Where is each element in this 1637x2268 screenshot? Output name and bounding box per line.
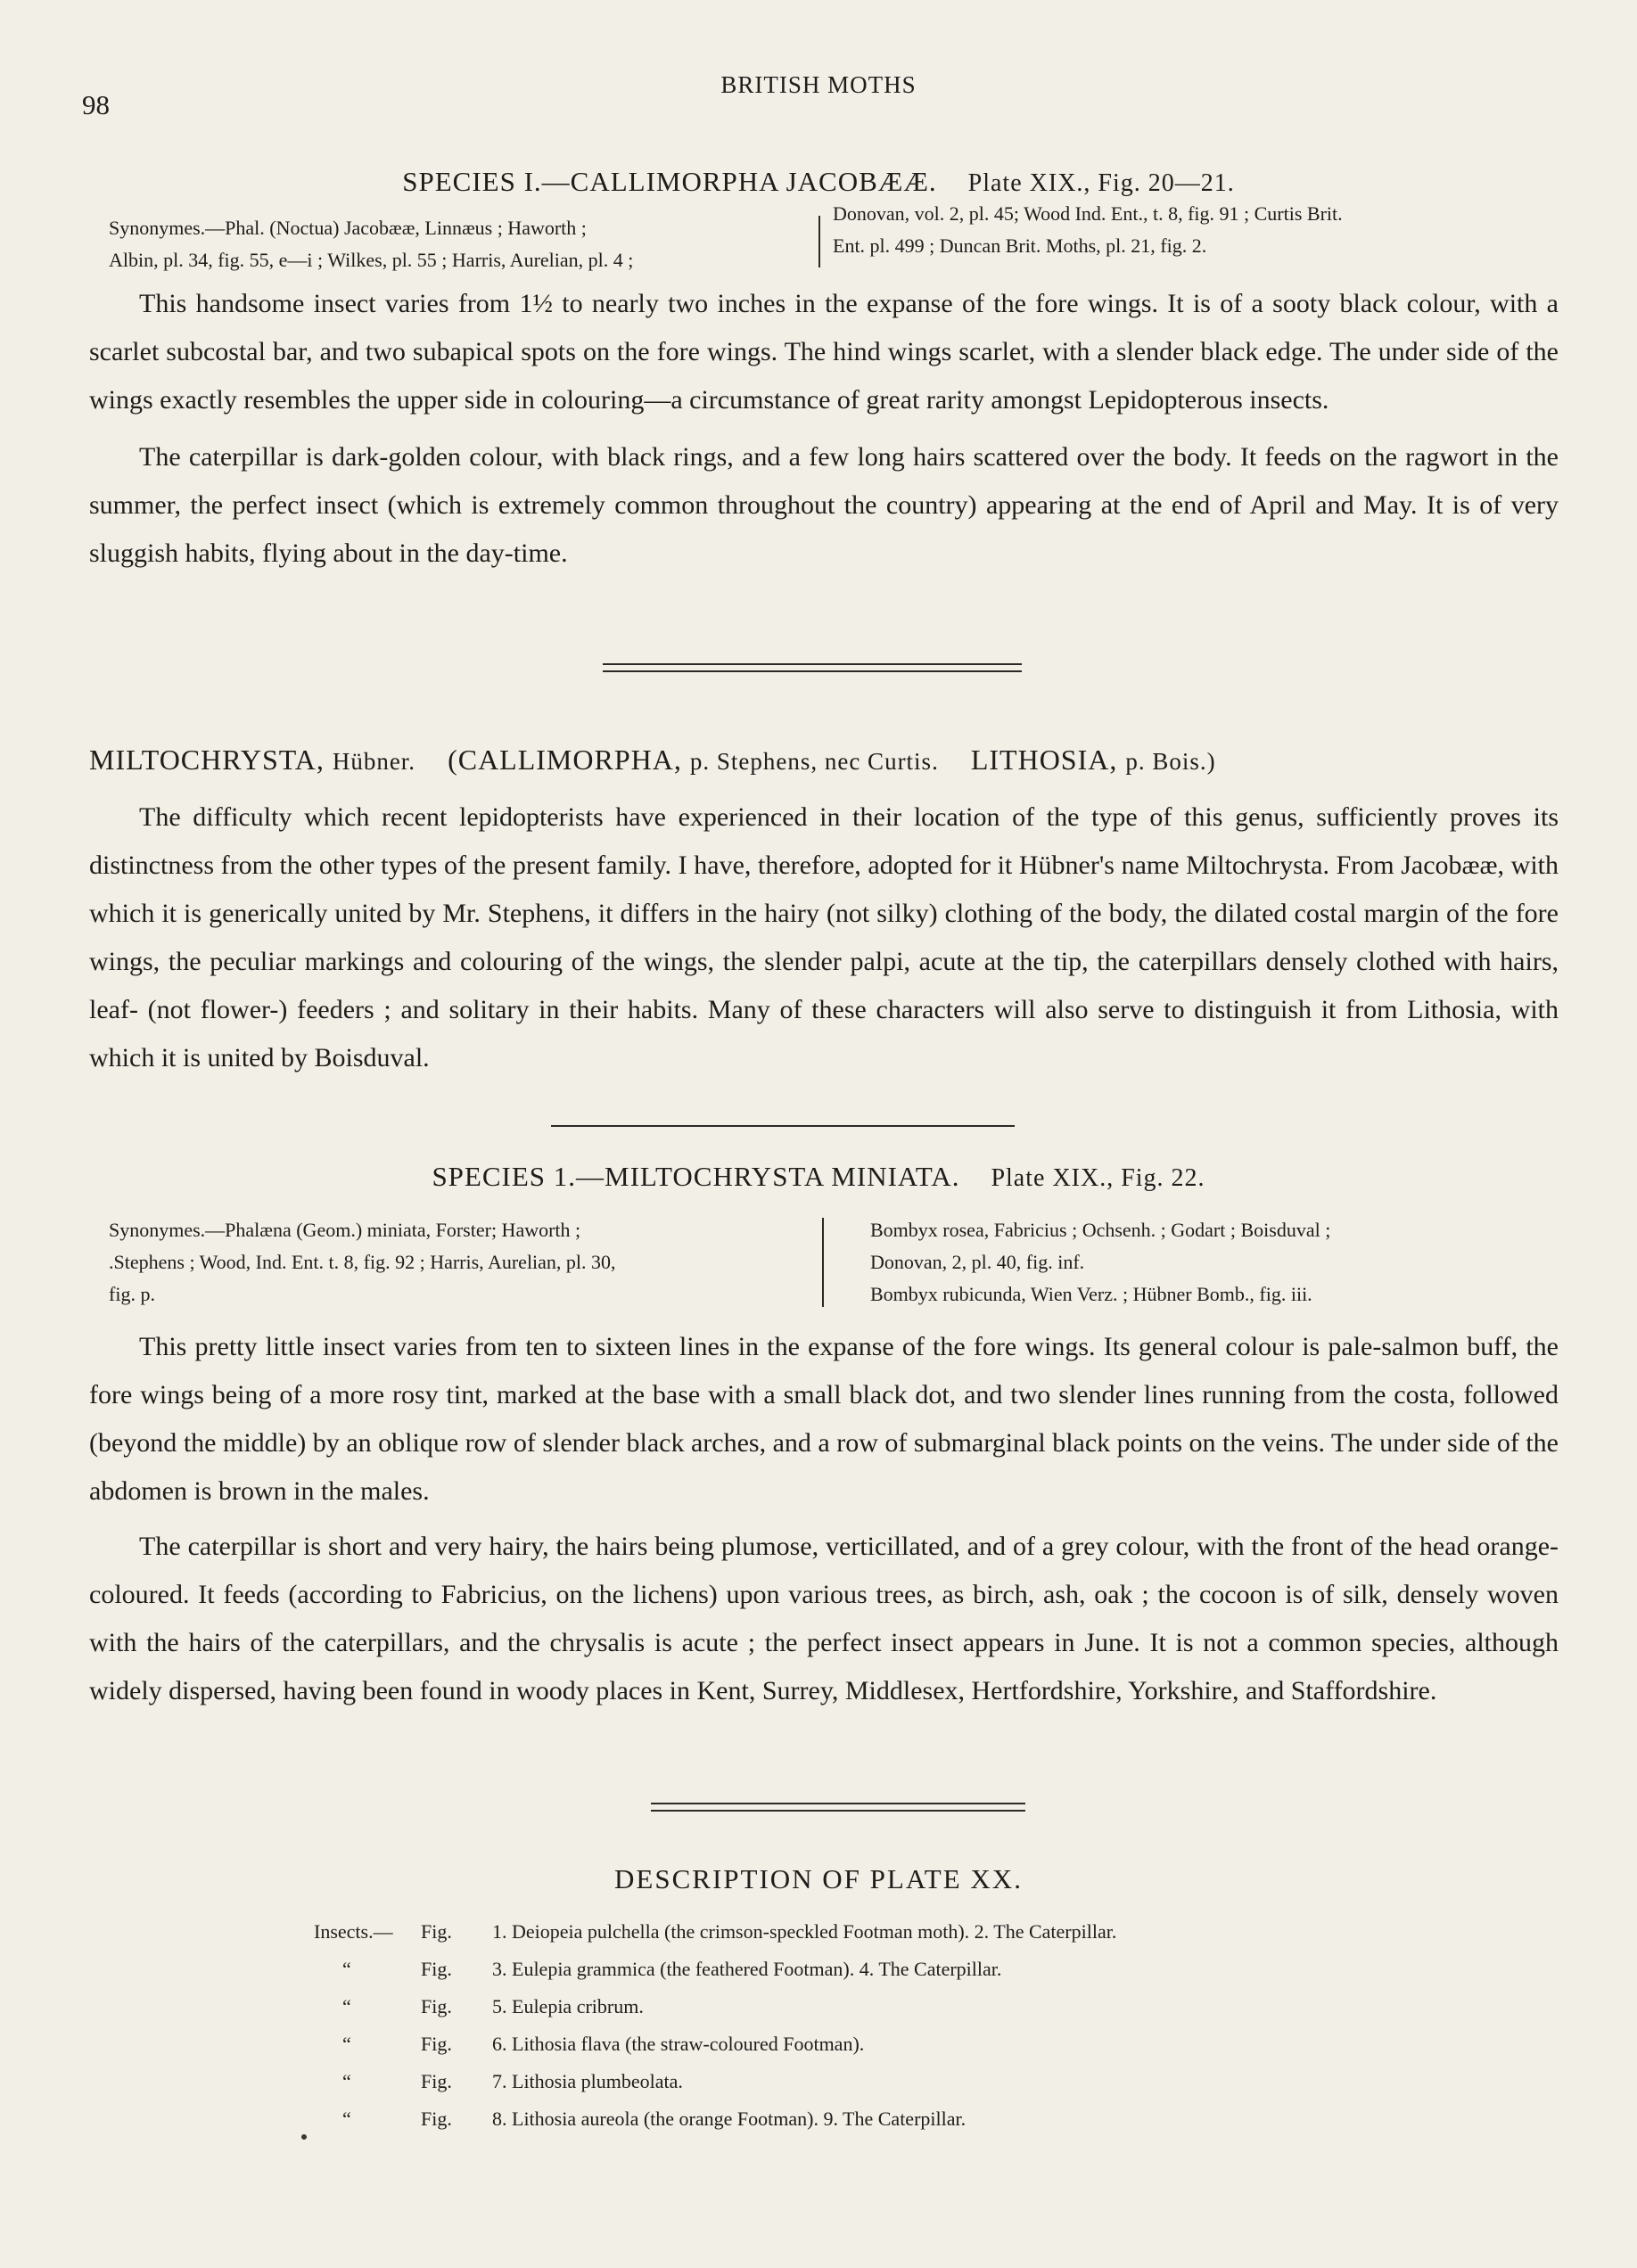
double-rule-divider (603, 663, 1022, 672)
page-number: 98 (82, 89, 110, 120)
plate-line-fig: Fig. (421, 1958, 452, 1980)
genus-heading (89, 744, 1569, 777)
synonym-line: Albin, pl. 34, fig. 55, e—i ; Wilkes, pl. 55 ; Harris, Aurelian, pl. 4 ; (109, 249, 634, 271)
genus-author: Hübner. (332, 748, 416, 775)
paragraph: This pretty little insect varies from ten to sixteen lines in the expanse of the fore wings. Its general colour is pale-salmon buff, the fore wings being of a more rosy tint, marked at the base with a small black dot, and two slender lines running from the costa, followed (beyond the middle) by an oblique row of slender black arches, and a row of submarginal black points on the veins. The under side of the abdomen is brown in the males. (89, 1332, 1559, 1506)
plate-line-lead: “ (342, 1995, 351, 2017)
paragraph: The caterpillar is dark-golden colour, with black rings, and a few long hairs scattered over the body. It feeds on the ragwort in the summer, the perfect insect (which is extremely common throughout the country) appearing at the end of April and May. It is of very sluggish habits, flying about in the day-time. (89, 442, 1559, 568)
genus-name: MILTOCHRYSTA, (89, 744, 325, 776)
paragraph: The difficulty which recent lepidopterists have experienced in their location of the type of this genus, sufficiently proves its distinctness from the other types of the present family. I have, therefore, adopted for it Hübner's name Miltochrysta. From Jacobææ, with which it is generically united by Mr. Stephens, it differs in the hairy (not silky) clothing of the body, the dilated costal margin of the fore wings, the peculiar markings and colouring of the wings, the slender palpi, acute at the tip, the caterpillars densely clothed with hairs, leaf- (not flower-) feeders ; and solitary in their habits. Many of these characters will also serve to distinguish it from Lithosia, with which it is united by Boisduval. (89, 802, 1559, 1072)
plate-figure-line (314, 2070, 1473, 2108)
plate-line-fig: Fig. (421, 1920, 452, 1943)
plate-line-lead: “ (342, 2108, 351, 2130)
plate-figure-line (314, 1958, 1473, 1995)
plate-line-text: 5. Eulepia cribrum. (492, 1995, 644, 2017)
paragraph: The caterpillar is short and very hairy, the hairs being plumose, verticillated, and of a grey colour, with the front of the head orange-coloured. It feeds (according to Fabricius, on the lichens) upon various trees, as birch, ash, oak ; the cocoon is of silk, densely woven with the hairs of the caterpillars, and the chrysalis is acute ; the perfect insect appears in June. It is not a common species, although widely dispersed, having been found in woody places in Kent, Surrey, Middlesex, Hertfordshire, Yorkshire, and Staffordshire. (89, 1532, 1559, 1705)
synonym-line: Bombyx rosea, Fabricius ; Ochsenh. ; Godart ; Boisduval ; (870, 1219, 1331, 1241)
plate-description-title: DESCRIPTION OF PLATE XX. (614, 1863, 1023, 1894)
species-1-title: SPECIES I.—CALLIMORPHA JACOBÆÆ. (402, 166, 937, 197)
plate-line-lead: “ (342, 1958, 351, 1980)
plate-figure-line (314, 1995, 1473, 2033)
synonym-line: Donovan, vol. 2, pl. 45; Wood Ind. Ent., t. 8, fig. 91 ; Curtis Brit. (833, 202, 1343, 225)
paragraph: This handsome insect varies from 1½ to nearly two inches in the expanse of the fore wings. It is of a sooty black colour, with a scarlet subcostal bar, and two subapical spots on the fore wings. The hind wings scarlet, with a slender black edge. The under side of the wings exactly resembles the upper side in colouring—a circumstance of great rarity amongst Lepidopterous insects. (89, 289, 1559, 415)
plate-line-text: 6. Lithosia flava (the straw-coloured Footman). (492, 2033, 865, 2055)
synonym-line: Synonymes.—Phal. (Noctua) Jacobææ, Linnæus ; Haworth ; (109, 217, 587, 239)
synonym-line: Ent. pl. 499 ; Duncan Brit. Moths, pl. 21, fig. 2. (833, 234, 1207, 257)
genus-aside-open: (CALLIMORPHA, (448, 744, 682, 776)
synonym-line: fig. p. (109, 1283, 155, 1305)
ink-fleck (301, 2134, 307, 2140)
plate-description-list (314, 1920, 1473, 2145)
plate-line-text: 1. Deiopeia pulchella (the crimson-speckled Footman moth). 2. The Caterpillar. (492, 1920, 1117, 1943)
plate-figure-line (314, 2108, 1473, 2145)
species-2-description (89, 1323, 1559, 1715)
synonym-divider (818, 216, 820, 267)
species-2-synonyms-right (870, 1214, 1566, 1311)
plate-line-text: 3. Eulepia grammica (the feathered Footman). 4. The Caterpillar. (492, 1958, 1002, 1980)
plate-figure-line (314, 2033, 1473, 2070)
species-2-synonyms-left (109, 1214, 804, 1311)
synonym-line: Synonymes.—Phalæna (Geom.) miniata, Forster; Haworth ; (109, 1219, 581, 1241)
running-head: BRITISH MOTHS (720, 71, 917, 98)
genus-description (89, 793, 1559, 1082)
plate-line-text: 7. Lithosia plumbeolata. (492, 2070, 683, 2092)
plate-line-lead: “ (342, 2070, 351, 2092)
synonym-line: .Stephens ; Wood, Ind. Ent. t. 8, fig. 92 ; Harris, Aurelian, pl. 30, (109, 1251, 616, 1273)
species-1-synonyms-right (833, 198, 1564, 262)
species-2-title: SPECIES 1.—MILTOCHRYSTA MINIATA. (432, 1161, 960, 1192)
species-1-description (89, 280, 1559, 578)
plate-line-fig: Fig. (421, 1995, 452, 2017)
double-rule-divider (651, 1803, 1025, 1812)
genus-aside-mid: p. Stephens, nec Curtis. (689, 748, 939, 775)
synonym-divider (822, 1218, 824, 1307)
plate-line-fig: Fig. (421, 2070, 452, 2092)
plate-line-lead: “ (342, 2033, 351, 2055)
synonym-line: Donovan, 2, pl. 40, fig. inf. (870, 1251, 1085, 1273)
species-2-heading (0, 1161, 1637, 1193)
species-2-plate-ref: Plate XIX., Fig. 22. (991, 1164, 1205, 1192)
synonym-line: Bombyx rubicunda, Wien Verz. ; Hübner Bomb., fig. iii. (870, 1283, 1312, 1305)
species-1-synonyms-left (109, 212, 813, 276)
species-1-heading (0, 166, 1637, 198)
plate-line-text: 8. Lithosia aureola (the orange Footman). 9. The Caterpillar. (492, 2108, 967, 2130)
genus-aside-close: p. Bois.) (1125, 748, 1216, 775)
plate-line-fig: Fig. (421, 2108, 452, 2130)
plate-figure-line (314, 1920, 1473, 1958)
plate-line-fig: Fig. (421, 2033, 452, 2055)
single-rule-divider (551, 1125, 1015, 1127)
plate-line-lead: Insects.— (314, 1920, 393, 1943)
genus-aside-lithosia: LITHOSIA, (970, 744, 1118, 776)
species-1-plate-ref: Plate XIX., Fig. 20—21. (967, 169, 1235, 197)
